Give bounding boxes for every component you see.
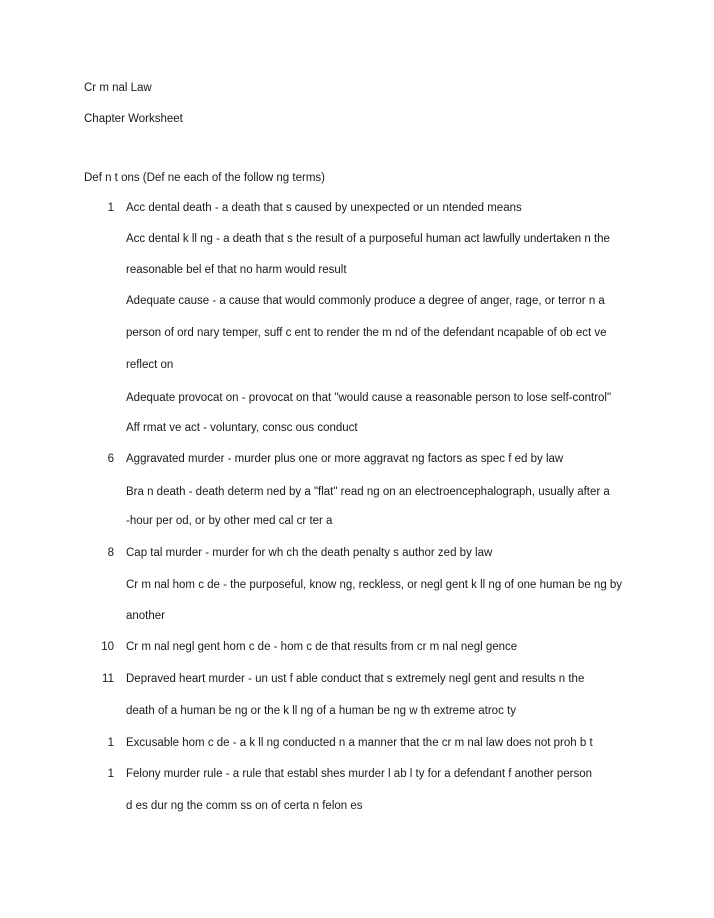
entry-number: 8 (107, 547, 114, 559)
definition-line: -hour per od, or by other med cal cr ter a (126, 515, 333, 527)
definition-line: d es dur ng the comm ss on of certa n felon es (126, 800, 363, 812)
definition-line: Excusable hom c de - a k ll ng conducted n a manner that the cr m nal law does not proh b t (126, 737, 593, 749)
chapter-title: Chapter Worksheet (84, 113, 183, 125)
definition-line: person of ord nary temper, suff c ent to render the m nd of the defendant ncapable of ob ect ve (126, 327, 607, 339)
definition-line: reasonable bel ef that no harm would result (126, 264, 347, 276)
definition-line: death of a human be ng or the k ll ng of a human be ng w th extreme atroc ty (126, 705, 516, 717)
definition-line: Aff rmat ve act - voluntary, consc ous conduct (126, 422, 358, 434)
entry-number: 1 (107, 768, 114, 780)
definition-line: Acc dental k ll ng - a death that s the result of a purposeful human act lawfully undertaken n the (126, 233, 610, 245)
definition-line: Aggravated murder - murder plus one or more aggravat ng factors as spec f ed by law (126, 453, 564, 465)
definition-line: Cap tal murder - murder for wh ch the death penalty s author zed by law (126, 547, 493, 559)
definition-line: Acc dental death - a death that s caused by unexpected or un ntended means (126, 202, 522, 214)
definition-line: reflect on (126, 359, 174, 371)
definition-line: Adequate provocat on - provocat on that "would cause a reasonable person to lose self-control" (126, 392, 612, 404)
entry-number: 10 (101, 641, 114, 653)
entry-number: 11 (102, 673, 114, 685)
definition-line: Cr m nal negl gent hom c de - hom c de that results from cr m nal negl gence (126, 641, 518, 653)
course-title: Cr m nal Law (84, 82, 152, 94)
definition-line: Bra n death - death determ ned by a "flat" read ng on an electroencephalograph, usually after a (126, 486, 610, 498)
entry-number: 1 (107, 202, 114, 214)
definition-line: another (126, 610, 166, 622)
entry-number: 1 (107, 737, 114, 749)
definition-line: Adequate cause - a cause that would commonly produce a degree of anger, rage, or terror n a (126, 295, 605, 307)
section-title: Def n t ons (Def ne each of the follow ng terms) (84, 172, 325, 184)
definition-line: Felony murder rule - a rule that establ shes murder l ab l ty for a defendant f another person (126, 768, 592, 780)
definition-line: Depraved heart murder - un ust f able conduct that s extremely negl gent and results n the (126, 673, 585, 685)
entry-number: 6 (107, 453, 114, 465)
definition-line: Cr m nal hom c de - the purposeful, know ng, reckless, or negl gent k ll ng of one human be ng by (126, 579, 623, 591)
